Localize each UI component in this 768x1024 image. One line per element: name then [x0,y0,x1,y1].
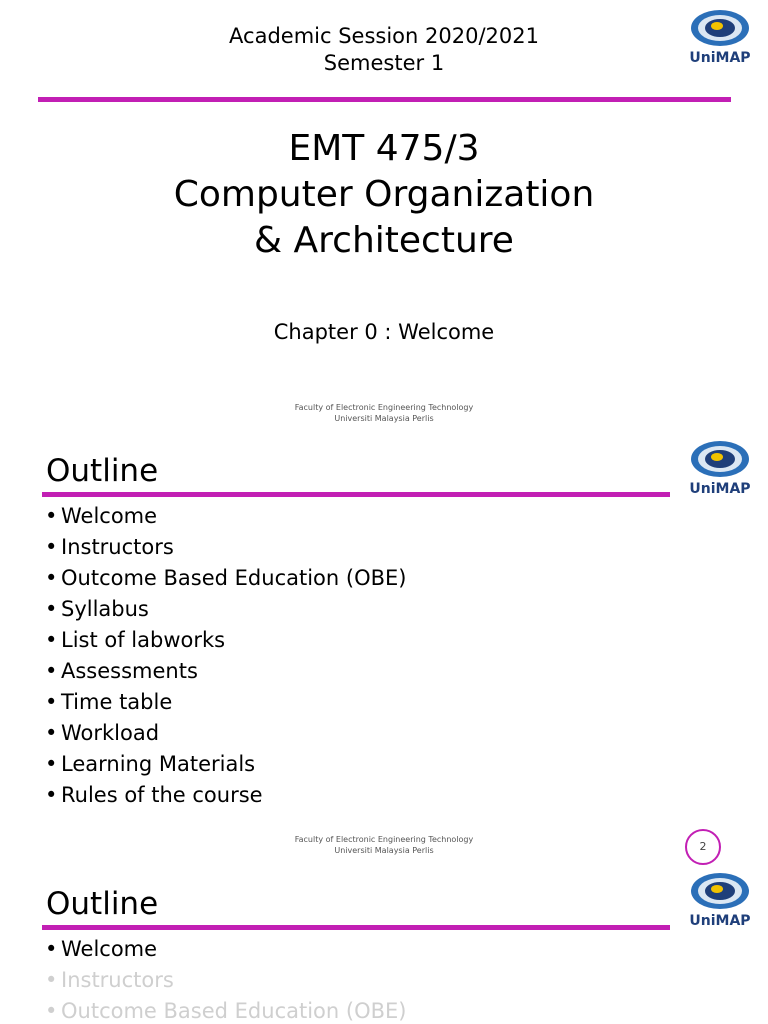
footer-university: Universiti Malaysia Perlis [334,414,434,423]
course-title-line1: Computer Organization [173,174,595,215]
logo-lettering: UniMAP [689,481,751,497]
footer-university: Universiti Malaysia Perlis [334,846,434,855]
slide-title [0,0,768,433]
unimap-logo [687,6,753,66]
outline-title: Outline [46,886,159,922]
logo-lettering: UniMAP [689,50,751,66]
slide-outline [0,433,768,865]
unimap-logo [687,869,753,929]
outline-divider [42,925,670,930]
footer-faculty: Faculty of Electronic Engineering Technology [294,835,474,844]
list-item: • Syllabus [45,597,149,621]
list-item: • Time table [45,690,173,714]
academic-session: Academic Session 2020/2021 [229,24,539,48]
chapter-title: Chapter 0 : Welcome [273,320,495,344]
logo-lettering: UniMAP [689,913,751,929]
slide-outline-progress [0,865,768,1024]
unimap-logo [687,437,753,497]
list-item-dimmed: • Instructors [45,968,174,992]
outline-title: Outline [46,453,159,489]
list-item-dimmed: • Outcome Based Education (OBE) [45,999,407,1023]
page-number-badge: 2 [685,829,721,865]
list-item: • Rules of the course [45,783,263,807]
outline-list [45,501,406,811]
list-item: • Welcome [45,504,158,528]
outline-divider [42,492,670,497]
list-item-current: • Welcome [45,937,158,961]
list-item: • Assessments [45,659,198,683]
outline-list [45,934,406,1024]
header-divider [38,97,731,102]
list-item: • Instructors [45,535,174,559]
footer-faculty: Faculty of Electronic Engineering Technology [294,403,474,412]
list-item: • List of labworks [45,628,226,652]
semester: Semester 1 [323,51,445,75]
course-code: EMT 475/3 [288,128,480,169]
list-item: • Workload [45,721,160,745]
list-item: • Outcome Based Education (OBE) [45,566,407,590]
list-item: • Learning Materials [45,752,256,776]
course-title-line2: & Architecture [254,220,514,261]
